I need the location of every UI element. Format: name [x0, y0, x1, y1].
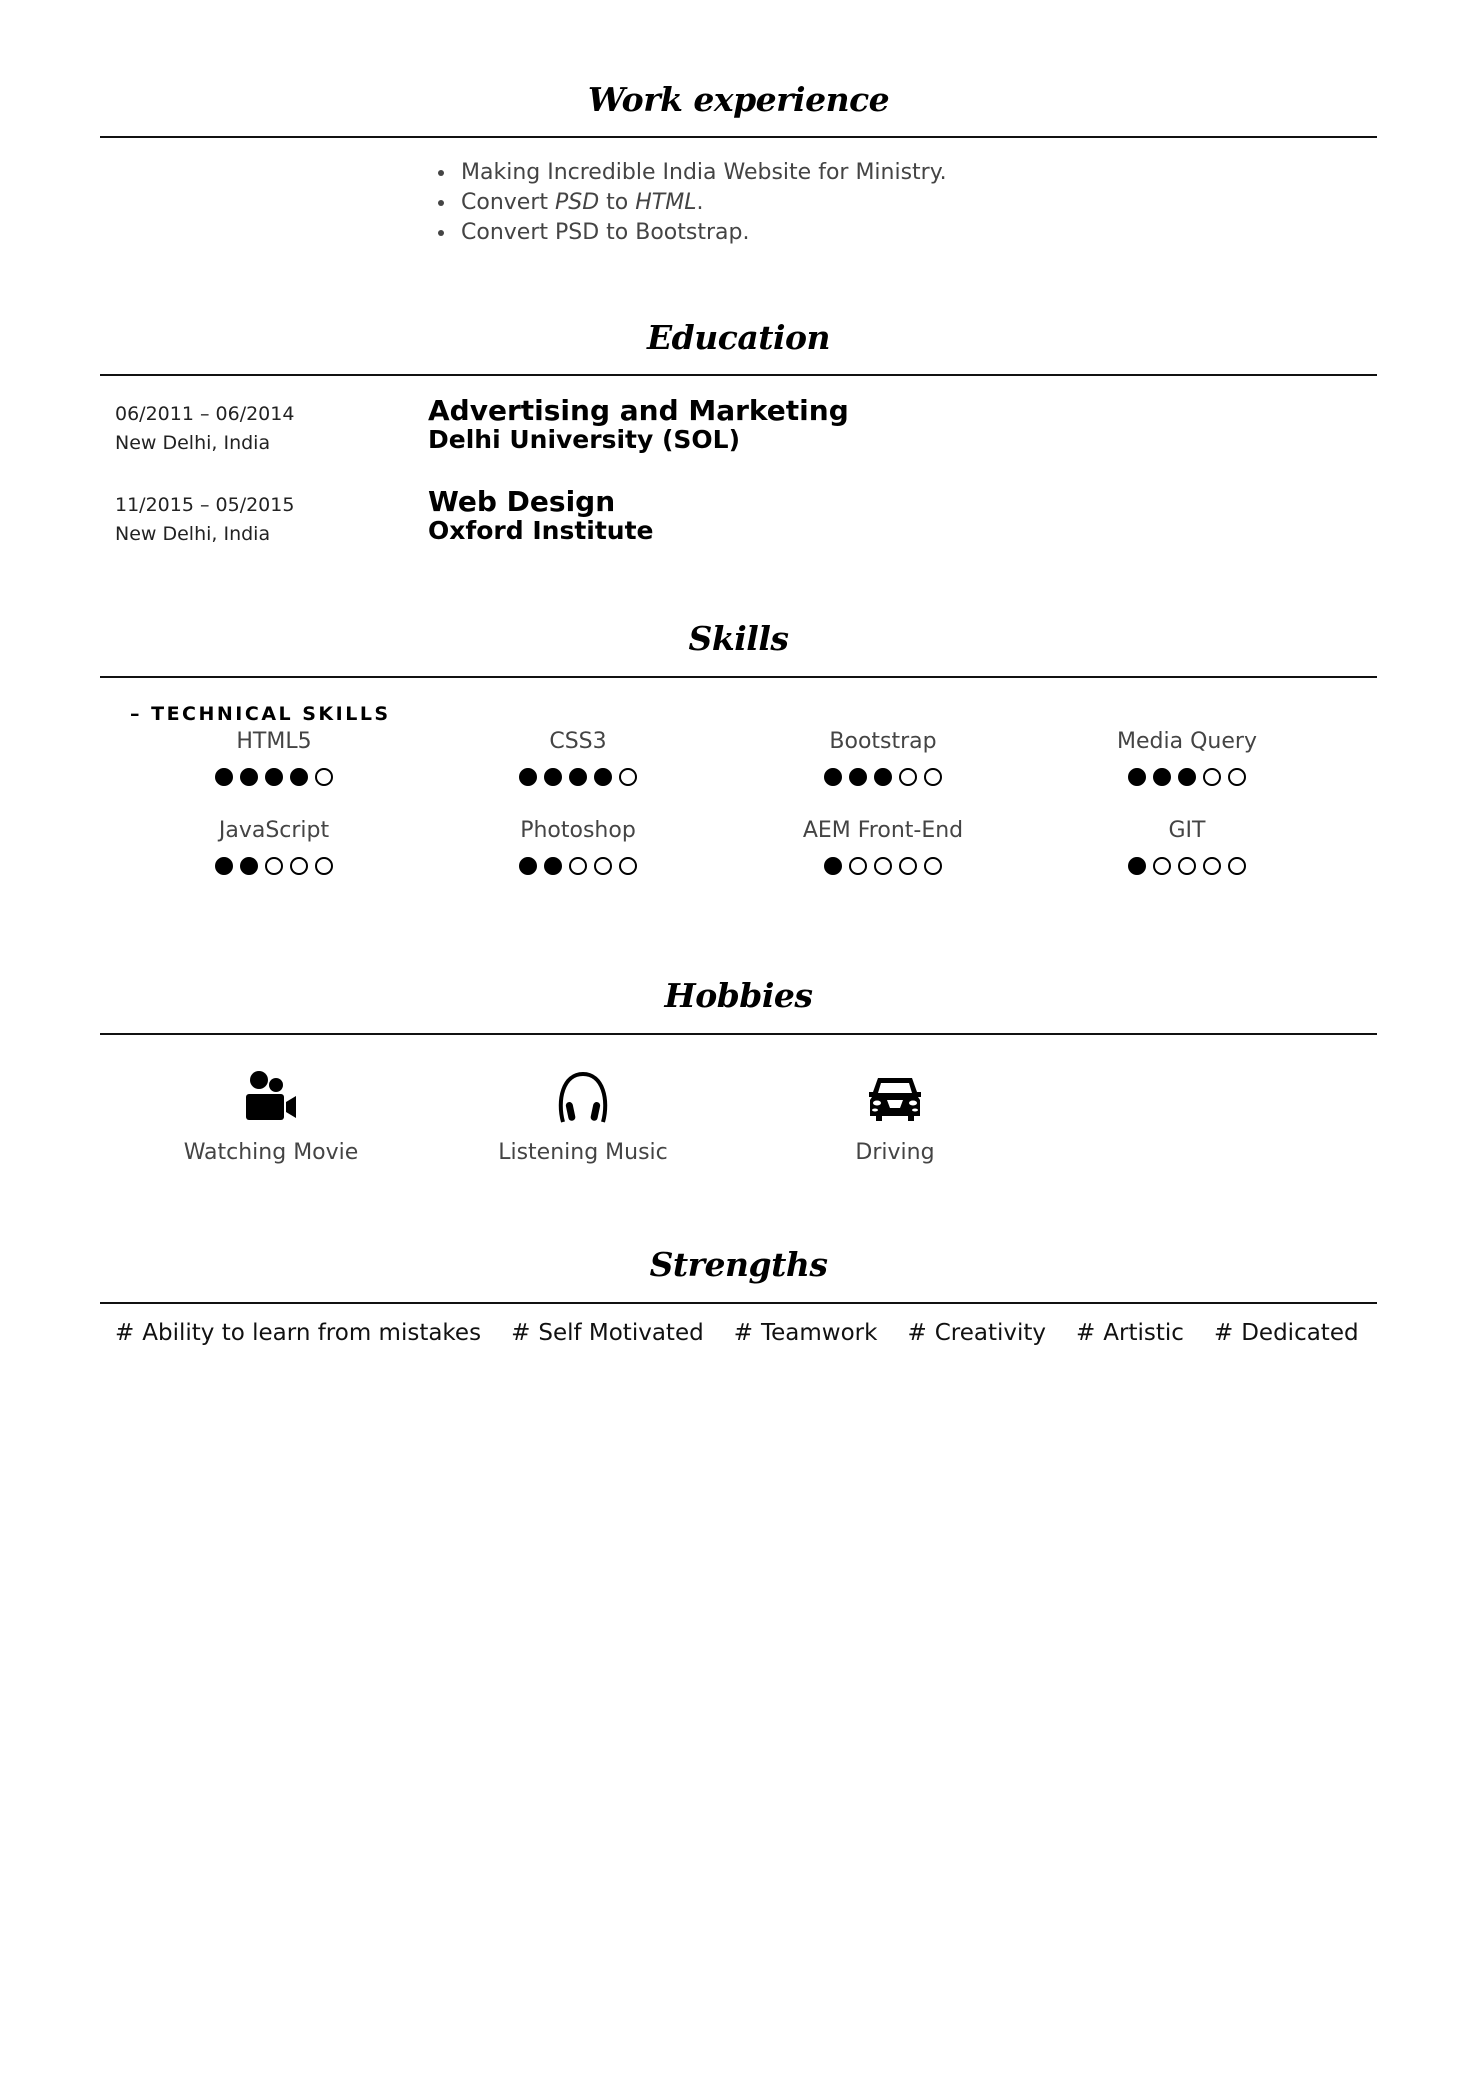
video-camera-icon — [141, 1070, 401, 1126]
bullet-text-italic: HTML — [635, 190, 697, 215]
rating-dot-filled-icon — [824, 857, 842, 875]
work-bullet — [457, 188, 947, 218]
strength-label: Artistic — [1103, 1320, 1184, 1346]
bullet-text: Convert — [461, 190, 555, 215]
rating-dot-empty-icon — [1203, 768, 1221, 786]
skill-item — [448, 728, 708, 786]
strength-tag — [734, 1320, 878, 1346]
strength-tag — [1214, 1320, 1359, 1346]
strength-label: Ability to learn from mistakes — [142, 1320, 482, 1346]
rating-dot-filled-icon — [215, 857, 233, 875]
skill-rating — [144, 857, 404, 875]
rating-dot-filled-icon — [240, 768, 258, 786]
education-main — [428, 396, 849, 454]
education-school: Delhi University (SOL) — [428, 425, 741, 454]
section-title-education: Education — [647, 318, 830, 357]
rating-dot-empty-icon — [1228, 768, 1246, 786]
rating-dot-filled-icon — [874, 768, 892, 786]
rating-dot-filled-icon — [240, 857, 258, 875]
rating-dot-empty-icon — [569, 857, 587, 875]
skill-name: Media Query — [1117, 729, 1257, 754]
strength-label: Teamwork — [760, 1320, 878, 1346]
rating-dot-filled-icon — [1128, 768, 1146, 786]
rating-dot-empty-icon — [1203, 857, 1221, 875]
hobby-item — [765, 1070, 1025, 1165]
skill-name: Bootstrap — [829, 729, 937, 754]
education-school: Oxford Institute — [428, 516, 654, 545]
skill-name: GIT — [1168, 818, 1206, 843]
education-location: New Delhi, India — [115, 432, 271, 454]
section-title-skills: Skills — [688, 619, 789, 658]
education-meta — [115, 491, 294, 549]
section-divider — [100, 136, 1377, 138]
hash-icon: # — [115, 1320, 135, 1346]
car-icon — [765, 1070, 1025, 1126]
strength-tag — [115, 1320, 481, 1346]
rating-dot-empty-icon — [899, 857, 917, 875]
education-dates: 11/2015 – 05/2015 — [115, 494, 295, 516]
skill-name: JavaScript — [218, 818, 330, 843]
rating-dot-empty-icon — [1178, 857, 1196, 875]
rating-dot-filled-icon — [569, 768, 587, 786]
rating-dot-filled-icon — [544, 768, 562, 786]
hash-icon: # — [511, 1320, 531, 1346]
section-title-work-experience: Work experience — [587, 80, 890, 119]
headphones-icon — [453, 1070, 713, 1126]
skill-item — [753, 728, 1013, 786]
rating-dot-empty-icon — [1153, 857, 1171, 875]
strength-label: Dedicated — [1241, 1320, 1359, 1346]
skill-item — [144, 817, 404, 875]
skill-name: HTML5 — [236, 729, 312, 754]
rating-dot-filled-icon — [1153, 768, 1171, 786]
rating-dot-empty-icon — [924, 768, 942, 786]
education-location: New Delhi, India — [115, 523, 271, 545]
education-degree: Web Design — [428, 485, 616, 518]
section-title-hobbies: Hobbies — [664, 976, 813, 1015]
work-bullet: • Making Incredible India Website for Ministry. — [457, 158, 947, 188]
rating-dot-filled-icon — [215, 768, 233, 786]
strength-tag — [511, 1320, 704, 1346]
rating-dot-empty-icon — [619, 768, 637, 786]
strength-label: Self Motivated — [538, 1320, 704, 1346]
hash-icon: # — [1213, 1320, 1234, 1346]
rating-dot-empty-icon — [899, 768, 917, 786]
skill-rating — [1057, 768, 1317, 786]
education-main — [428, 487, 654, 545]
rating-dot-empty-icon — [849, 857, 867, 875]
hobby-item — [141, 1070, 401, 1165]
bullet-text: . — [696, 190, 704, 215]
education-dates: 06/2011 – 06/2014 — [115, 403, 295, 425]
skill-name: Photoshop — [520, 818, 636, 843]
skill-rating — [753, 857, 1013, 875]
skill-rating — [1057, 857, 1317, 875]
rating-dot-empty-icon — [315, 857, 333, 875]
rating-dot-empty-icon — [315, 768, 333, 786]
rating-dot-filled-icon — [849, 768, 867, 786]
strength-tag — [1076, 1320, 1184, 1346]
rating-dot-empty-icon — [290, 857, 308, 875]
hash-icon: # — [1076, 1320, 1096, 1346]
skill-rating — [448, 857, 708, 875]
rating-dot-filled-icon — [594, 768, 612, 786]
rating-dot-empty-icon — [594, 857, 612, 875]
section-divider — [100, 374, 1377, 376]
skill-item — [144, 728, 404, 786]
rating-dot-empty-icon — [265, 857, 283, 875]
skill-name: AEM Front-End — [802, 818, 964, 843]
hobby-label: Watching Movie — [183, 1140, 359, 1165]
strength-label: Creativity — [934, 1320, 1047, 1346]
section-divider — [100, 676, 1377, 678]
rating-dot-empty-icon — [874, 857, 892, 875]
work-experience-list — [427, 158, 947, 248]
skill-rating — [448, 768, 708, 786]
education-degree: Advertising and Marketing — [428, 394, 849, 427]
rating-dot-empty-icon — [619, 857, 637, 875]
skill-item — [448, 817, 708, 875]
rating-dot-filled-icon — [290, 768, 308, 786]
hobby-label: Driving — [855, 1140, 935, 1165]
work-bullet: • Convert PSD to Bootstrap. — [457, 218, 947, 248]
hash-icon: # — [907, 1320, 927, 1346]
skills-subtitle: – TECHNICAL SKILLS — [130, 703, 391, 725]
skill-name: CSS3 — [549, 729, 607, 754]
strengths-list — [115, 1320, 1359, 1346]
hobby-item — [453, 1070, 713, 1165]
education-meta — [115, 400, 294, 458]
strength-tag — [907, 1320, 1046, 1346]
section-divider — [100, 1302, 1377, 1304]
skill-item — [753, 817, 1013, 875]
hobby-label: Listening Music — [498, 1140, 668, 1165]
rating-dot-filled-icon — [1178, 768, 1196, 786]
rating-dot-filled-icon — [824, 768, 842, 786]
rating-dot-filled-icon — [265, 768, 283, 786]
rating-dot-filled-icon — [1128, 857, 1146, 875]
skill-item — [1057, 817, 1317, 875]
rating-dot-empty-icon — [924, 857, 942, 875]
skill-rating — [753, 768, 1013, 786]
skill-rating — [144, 768, 404, 786]
rating-dot-filled-icon — [519, 857, 537, 875]
rating-dot-empty-icon — [1228, 857, 1246, 875]
bullet-text-italic: PSD — [554, 190, 600, 215]
section-divider — [100, 1033, 1377, 1035]
hash-icon: # — [733, 1320, 753, 1346]
section-title-strengths: Strengths — [649, 1245, 828, 1284]
rating-dot-filled-icon — [544, 857, 562, 875]
skill-item — [1057, 728, 1317, 786]
bullet-text: to — [599, 190, 636, 215]
rating-dot-filled-icon — [519, 768, 537, 786]
